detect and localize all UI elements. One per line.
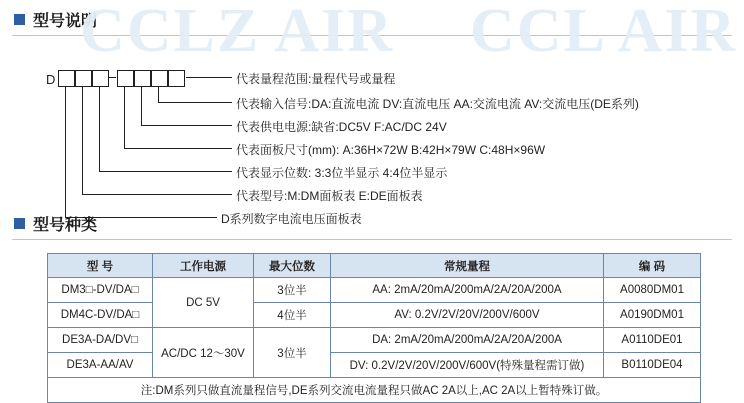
code-box-1 [58, 70, 75, 87]
cell-code: A0190DM01 [604, 303, 701, 328]
model-types-table-wrapper [47, 253, 701, 403]
square-bullet-icon [14, 14, 25, 25]
diagram-note-model-letter: 代表型号:M:DM面板表 E:DE面板表 [236, 189, 423, 203]
column-header-range: 常规量程 [331, 254, 604, 278]
cell-digits: 4位半 [254, 303, 331, 328]
watermark-text-right: CCL AIR [470, 0, 738, 65]
cell-power: DC 5V [153, 278, 254, 328]
cell-model: DE3A-AA/AV [48, 353, 153, 378]
section-title: 型号说明 [33, 13, 98, 30]
leader-drop-3 [141, 86, 142, 125]
cell-code: A0110DE01 [604, 328, 701, 353]
section-divider-2 [12, 239, 732, 240]
cell-model: DM4C-DV/DA□ [48, 303, 153, 328]
leader-drop-6 [82, 86, 83, 194]
model-types-table [47, 253, 701, 403]
table-row [48, 278, 701, 303]
cell-range: DA: 2mA/20mA/200mA/2A/20A/200A [331, 328, 604, 353]
diagram-note-digits: 代表显示位数: 3:3位半显示 4:4位半显示 [236, 166, 448, 180]
leader-line-5 [99, 171, 232, 172]
cell-digits: 3位半 [254, 328, 331, 378]
watermark-text-left: CCLZ AIR [80, 0, 395, 65]
section-heading-model-types [0, 212, 97, 235]
code-box-2 [75, 70, 92, 87]
diagram-note-range: 代表量程范围:量程代号或量程 [236, 72, 396, 86]
code-box-6 [151, 70, 168, 87]
diagram-note-series: D系列数字电流电压面板表 [221, 212, 362, 226]
table-footnote-row [48, 378, 701, 403]
table-row [48, 328, 701, 353]
code-prefix-letter: D [46, 72, 56, 87]
leader-line-3 [141, 125, 232, 126]
code-box-3 [92, 70, 109, 87]
cell-range: AV: 0.2V/2V/20V/200V/600V [331, 303, 604, 328]
leader-drop-5 [99, 86, 100, 171]
cell-model: DE3A-DA/DV□ [48, 328, 153, 353]
column-header-model: 型 号 [48, 254, 153, 278]
table-footnote: 注:DM系列只做直流量程信号,DE系列交流电流量程只做AC 2A以上,AC 2A以上暂特殊订做。 [48, 378, 701, 403]
leader-drop-7 [65, 86, 66, 217]
square-bullet-icon [14, 218, 25, 229]
diagram-note-panel-size: 代表面板尺寸(mm): A:36H×72W B:42H×79W C:48H×96W [236, 143, 546, 157]
diagram-note-input-signal: 代表输入信号:DA:直流电流 DV:直流电压 AA:交流电流 AV:交流电压(DE系列) [236, 97, 639, 111]
table-row [48, 303, 701, 328]
column-header-digits: 最大位数 [254, 254, 331, 278]
cell-model: DM3□-DV/DA□ [48, 278, 153, 303]
diagram-note-power: 代表供电电源:缺省:DC5V F:AC/DC 24V [236, 120, 447, 134]
leader-line-1 [186, 77, 232, 78]
code-box-5 [134, 70, 151, 87]
cell-range: DV: 0.2V/2V/20V/200V/600V(特殊量程需订做) [331, 353, 604, 378]
section-title: 型号种类 [33, 217, 98, 234]
table-header-row [48, 254, 701, 278]
leader-line-4 [124, 148, 232, 149]
cell-code: B0110DE04 [604, 353, 701, 378]
leader-line-6 [82, 194, 232, 195]
table-row [48, 353, 701, 378]
leader-line-2 [158, 102, 232, 103]
column-header-power: 工作电源 [153, 254, 254, 278]
code-box-7 [168, 70, 185, 87]
code-box-4 [117, 70, 134, 87]
code-dash [109, 77, 116, 78]
leader-line-7 [65, 217, 217, 218]
cell-code: A0080DM01 [604, 278, 701, 303]
leader-drop-4 [124, 86, 125, 148]
cell-digits: 3位半 [254, 278, 331, 303]
section-heading-model-description [0, 8, 97, 31]
leader-drop-2 [158, 86, 159, 102]
cell-range: AA: 2mA/20mA/200mA/2A/20A/200A [331, 278, 604, 303]
cell-power: AC/DC 12～30V [153, 328, 254, 378]
column-header-code: 编 码 [604, 254, 701, 278]
